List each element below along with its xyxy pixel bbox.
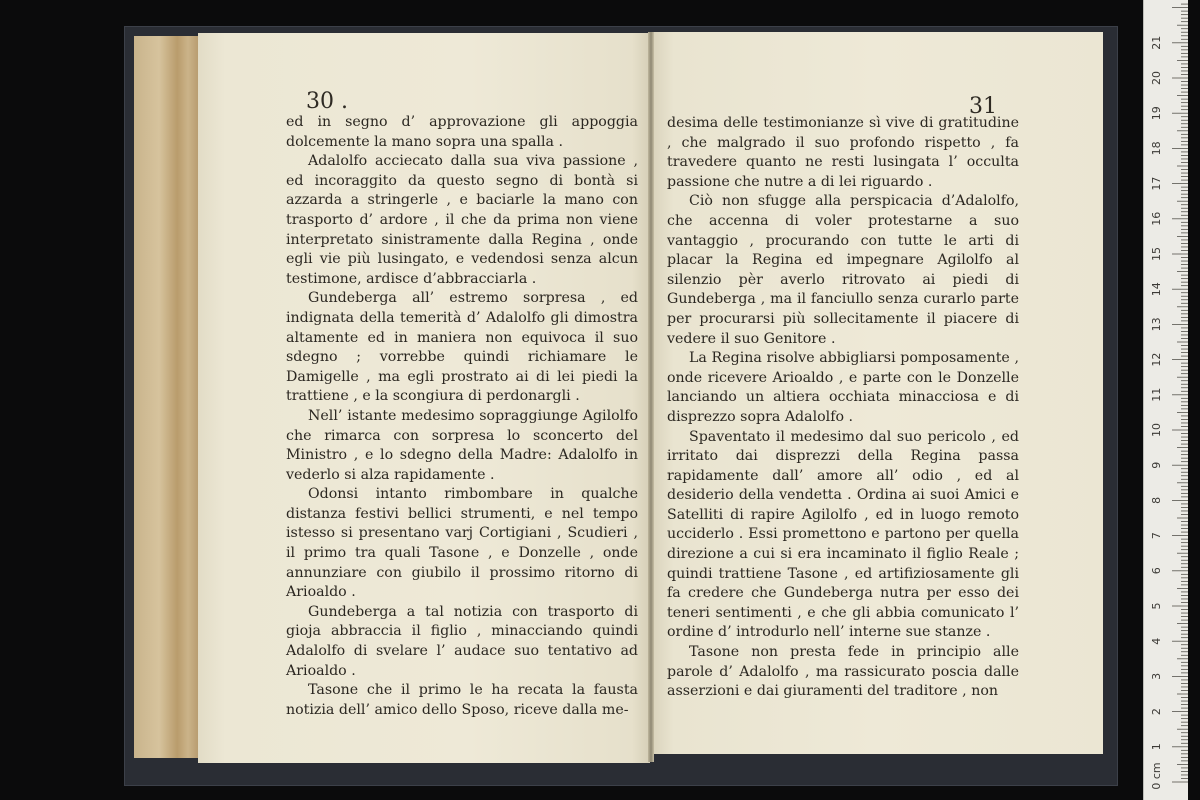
left-page (198, 33, 650, 763)
paragraph: Spaventato il medesimo dal suo pericolo , ed irritato dai disprezzi della Regina passa rapidamente dall’ amore all’ odio , ed al desiderio della vendetta . Ordina ai suoi Amici e Satelliti di rapire Agilolfo , ed in luogo remoto ucciderlo . Essi promettono e partono per quella direzione a cui si era incaminato il figlio Reale ; quindi trattiene Tasone , ed artifiziosamente gli fa credere che Gundeberga nutra per esso dei teneri sentimenti , e che gli abbia comunicato l’ ordine d’ introdurlo nell’ interne sue stanze . (667, 428, 1019, 641)
ruler-label: 5 (1150, 602, 1163, 610)
paragraph: Tasone non presta fede in principio alle parole d’ Adalolfo , ma rassicurato poscia dalle asserzioni e dai giuramenti del traditore , non (667, 644, 1019, 700)
ruler-label: 19 (1150, 106, 1163, 121)
ruler-label: 4 (1150, 637, 1163, 645)
ruler-label: 2 (1150, 708, 1163, 716)
paragraph: Gundeberga all’ estremo sorpresa , ed indignata della temerità d’ Adalolfo gli dimostra altamente ed in maniera non equivoca il suo sdegno ; vorrebbe quindi richiamare le Damigelle , ma egli prostrato ai di lei piedi la trattiene , e la scongiura di perdonargli . (286, 290, 638, 405)
paragraph: Odonsi intanto rimbombare in qualche distanza festivi bellici strumenti, e nel tempo istesso si presentano varj Cortigiani , Scudieri , il primo tra quali Tasone , e Donzelle , onde annunziare con giubilo il prossimo ritorno di Arioaldo . (286, 486, 638, 601)
ruler-label: 16 (1150, 211, 1163, 226)
book-gutter (648, 32, 654, 762)
paragraph: La Regina risolve abbigliarsi pomposamente , onde ricevere Arioaldo , e parte con le Donzelle lanciando un altiera occhiata minacciosa e di disprezzo sopra Adalolfo . (667, 350, 1019, 425)
left-page-number: 30 . (306, 89, 348, 114)
ruler-label: 18 (1150, 141, 1163, 156)
paragraph: Tasone che il primo le ha recata la fausta notizia dell’ amico dello Sposo, riceve dalla me- (286, 682, 638, 718)
ruler-label: 6 (1150, 567, 1163, 575)
ruler-label: 21 (1150, 35, 1163, 50)
paragraph: desima delle testimonianze sì vive di gratitudine , che malgrado il suo profondo rispetto , fa travedere quanto ne resti lusingata l’ occulta passione che nutre a di lei riguardo . (667, 115, 1019, 190)
ruler-label: 17 (1150, 176, 1163, 191)
ruler-label: 7 (1150, 532, 1163, 540)
paragraph: Adalolfo acciecato dalla sua viva passione , ed incoraggito da questo segno di bontà si azzarda a stringerle , e baciarle la mano con trasporto d’ ardore , il che da prima non viene interpretato sinistramente dalla Regina , onde egli vie più lusingato, e vedendosi senza alcun testimone, ardisce d’abbracciarla . (286, 153, 638, 287)
ruler-label: 12 (1150, 352, 1163, 367)
paragraph: Ciò non sfugge alla perspicacia d’Adalolfo, che accenna di voler protestarne a suo vantaggio , procurando con tutte le arti di placar la Regina ed impegnare Agilolfo al silenzio pèr averlo ritrovato ai piedi di Gundeberga , ma il fanciullo senza curarlo parte per procurarsi più sollecitamente il piacere di vedere il suo Genitore . (667, 193, 1019, 347)
ruler-label: 1 (1150, 743, 1163, 751)
ruler-label: 11 (1150, 387, 1163, 402)
ruler-label: 20 (1150, 71, 1163, 85)
ruler-label: 15 (1150, 247, 1163, 261)
ruler-label: 8 (1150, 496, 1163, 504)
ruler-label: 14 (1150, 282, 1163, 297)
ruler-label: 10 (1150, 423, 1163, 437)
measuring-ruler (1143, 0, 1188, 800)
paragraph: Gundeberga a tal notizia con trasporto di gioja abbraccia il figlio , minacciando quindi Adalolfo di svelare l’ audace suo tentativo ad Arioaldo . (286, 603, 638, 679)
left-page-text (286, 113, 638, 720)
ruler-label: 9 (1150, 461, 1163, 469)
paragraph: Nell’ istante medesimo sopraggiunge Agilolfo che rimarca con sorpresa lo sconcerto del Ministro , e lo sdegno della Madre: Adalolfo in vederlo si alza rapidamente . (286, 407, 638, 483)
ruler-label: 0 cm (1150, 762, 1163, 790)
ruler-scale (1144, 0, 1188, 800)
ruler-label: 3 (1150, 672, 1163, 680)
ruler-label: 13 (1150, 317, 1163, 332)
right-page (651, 32, 1103, 754)
book-page-edges (134, 36, 206, 758)
right-page-text (667, 114, 1019, 702)
right-page-number: 31 (969, 94, 997, 119)
paragraph: ed in segno d’ approvazione gli appoggia dolcemente la mano sopra una spalla . (286, 114, 638, 150)
